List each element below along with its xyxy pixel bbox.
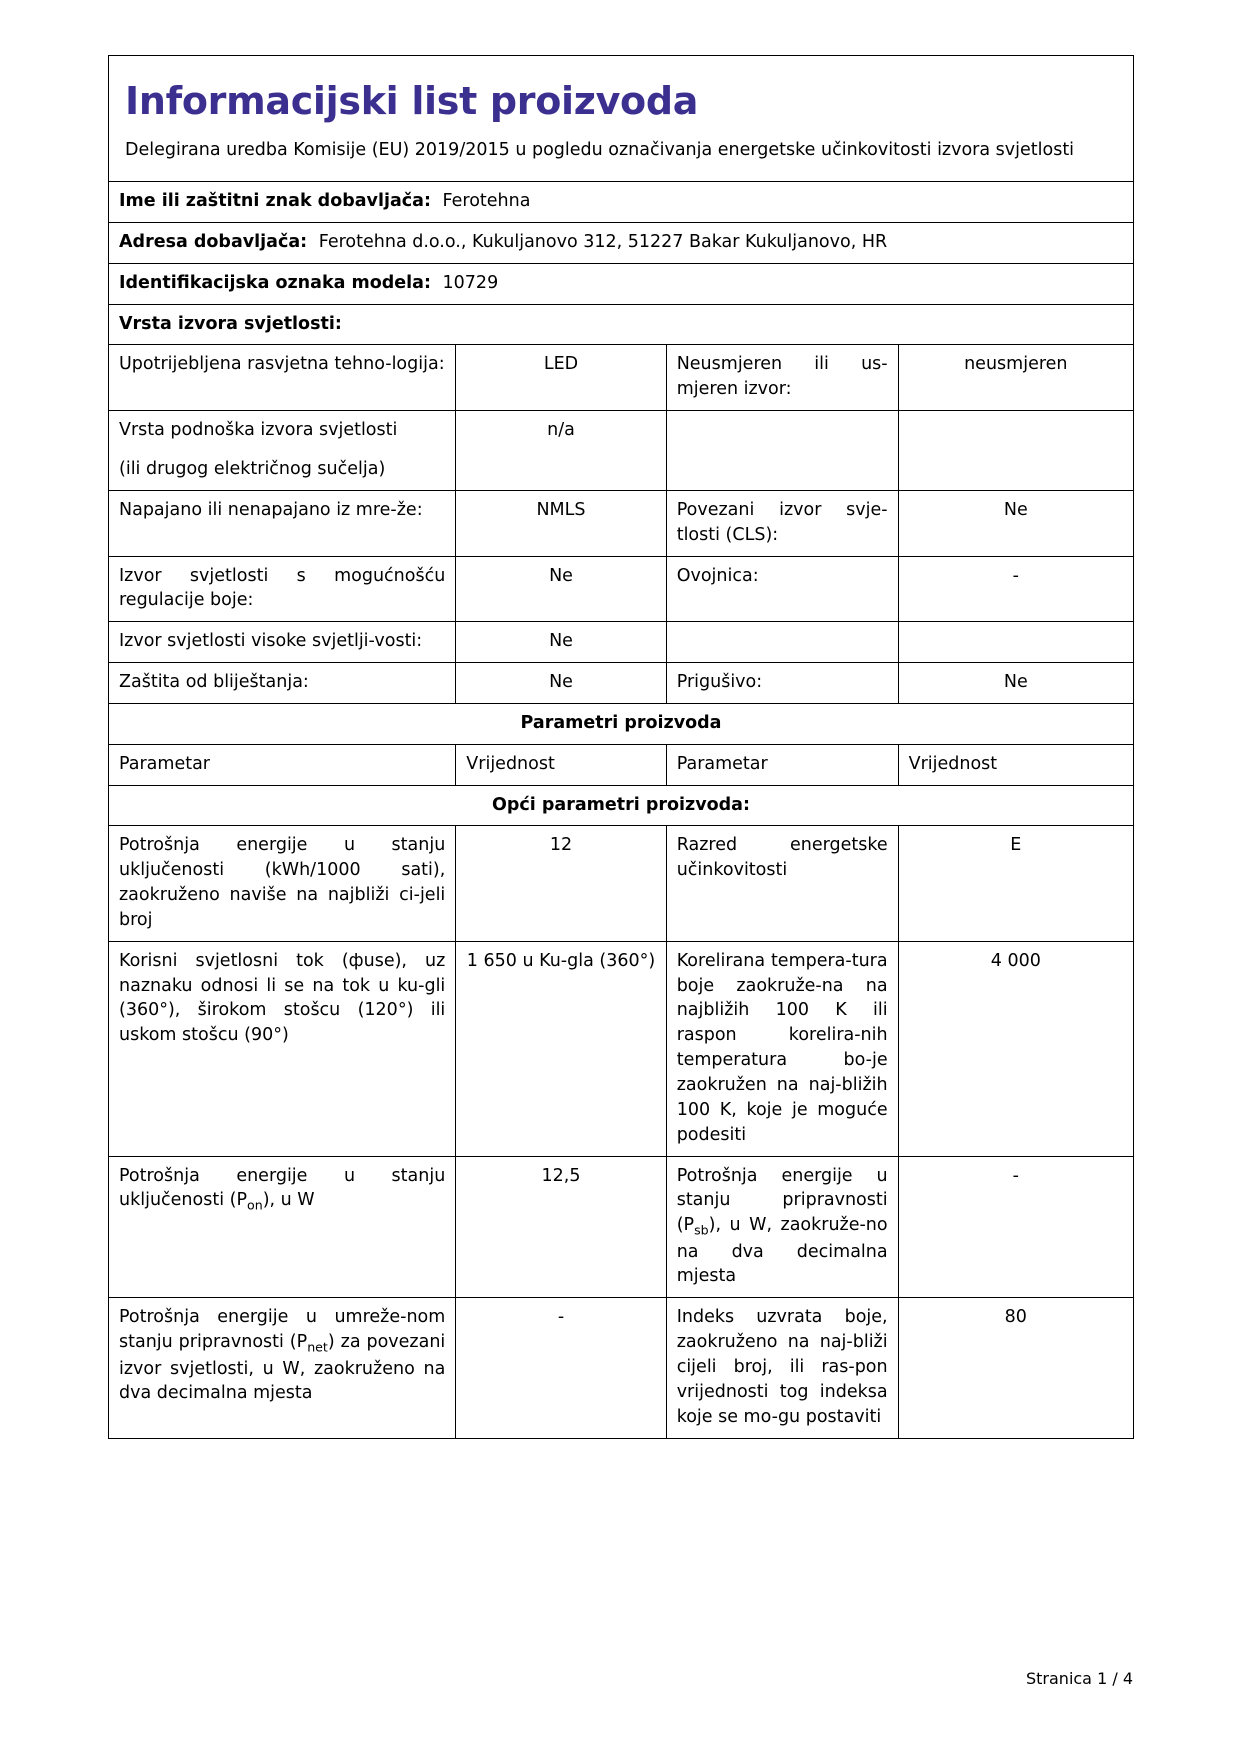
- cell-label-pnet: Potrošnja energije u umreže-nom stanju pripravnosti $(P_{net})$ za povezani izvor svjetlosti, u W, zaokruženo na dva decimalna mjesta: [109, 1298, 456, 1438]
- cell-label-mains: Napajano ili nenapajano iz mre-že:: [109, 490, 456, 556]
- cell-label-envelope: Ovojnica:: [666, 556, 898, 622]
- product-information-sheet: [108, 55, 1134, 1439]
- cell-label-cap-type-line1: Vrsta podnoška izvora svjetlosti: [119, 420, 398, 441]
- cell-label-high-luminance: Izvor svjetlosti visoke svjetlji-vosti:: [109, 622, 456, 663]
- supplier-name-value: Ferotehna: [442, 191, 531, 212]
- table-row: [109, 1298, 1134, 1438]
- table-row-model: [109, 263, 1134, 304]
- table-row: [109, 556, 1134, 622]
- cell-value-luminous-flux: 1 650 u Ku-gla (360°): [456, 941, 666, 1156]
- column-header-parameter-2: Parametar: [666, 744, 898, 785]
- cell-label-luminous-flux: Korisni svjetlosni tok (фuse), uz naznaku odnosi li se na tok u ku-gli (360°), širokom stošcu (120°) ili uskom stošcu (90°): [109, 941, 456, 1156]
- model-cell: [109, 263, 1134, 304]
- supplier-address-value: Ferotehna d.o.o., Kukuljanovo 312, 51227 Bakar Kukuljanovo, HR: [318, 231, 888, 252]
- table-row: [109, 941, 1134, 1156]
- cell-value-cap-type: n/a: [456, 411, 666, 491]
- cell-label-technology: Upotrijebljena rasvjetna tehno-logija:: [109, 345, 456, 411]
- model-value: 10729: [442, 272, 499, 293]
- page-title: Informacijski list proizvoda: [125, 79, 699, 123]
- cell-label-cap-type-line2: (ili drugog električnog sučelja): [119, 458, 386, 479]
- cell-value-pon: 12,5: [456, 1156, 666, 1298]
- cell-label-cri: Indeks uzvrata boje, zaokruženo na naj-bliži cijeli broj, ili ras-pon vrijednosti tog indeksa koje se mo-gu postaviti: [666, 1298, 898, 1438]
- cell-label-directional: Neusmjeren ili us-mjeren izvor:: [666, 345, 898, 411]
- cell-value-cls: Ne: [898, 490, 1133, 556]
- cell-value-energy-consumption: 12: [456, 826, 666, 941]
- cell-label-empty-1: [666, 411, 898, 491]
- table-row: [109, 826, 1134, 941]
- cell-label-psb: Potrošnja energije u stanju pripravnosti $(P_{sb})$, u W, zaokruže-no na dva decimalna mjesta: [666, 1156, 898, 1298]
- table-row: [109, 1156, 1134, 1298]
- cell-value-mains: NMLS: [456, 490, 666, 556]
- column-header-value-2: Vrijednost: [898, 744, 1133, 785]
- table-row-header: [109, 56, 1134, 182]
- column-header-value-1: Vrijednost: [456, 744, 666, 785]
- cell-value-dimmable: Ne: [898, 663, 1133, 704]
- table-row-column-headers: [109, 744, 1134, 785]
- source-type-heading: Vrsta izvora svjetlosti:: [119, 313, 342, 334]
- cell-value-psb: -: [898, 1156, 1133, 1298]
- cell-label-pon: Potrošnja energije u stanju uključenosti $(P_{on})$, u W: [109, 1156, 456, 1298]
- model-label: Identifikacijska oznaka modela:: [119, 272, 431, 293]
- product-parameters-heading: Parametri proizvoda: [109, 703, 1134, 744]
- cell-label-empty-2: [666, 622, 898, 663]
- cell-value-envelope: -: [898, 556, 1133, 622]
- cell-value-cct: 4 000: [898, 941, 1133, 1156]
- cell-value-cri: 80: [898, 1298, 1133, 1438]
- cell-value-pnet: -: [456, 1298, 666, 1438]
- cell-value-empty-1: [898, 411, 1133, 491]
- supplier-address-cell: [109, 222, 1134, 263]
- source-type-heading-cell: [109, 304, 1134, 345]
- cell-value-colour-tunable: Ne: [456, 556, 666, 622]
- cell-label-colour-tunable: Izvor svjetlosti s mogućnošću regulacije boje:: [109, 556, 456, 622]
- cell-label-cap-type: [109, 411, 456, 491]
- cell-value-directional: neusmjeren: [898, 345, 1133, 411]
- supplier-name-cell: [109, 182, 1134, 223]
- cell-label-energy-class: Razred energetske učinkovitosti: [666, 826, 898, 941]
- table-row: [109, 622, 1134, 663]
- table-row-source-type-heading: [109, 304, 1134, 345]
- table-row-product-parameters-heading: [109, 703, 1134, 744]
- table-row: [109, 345, 1134, 411]
- table-row-supplier-name: [109, 182, 1134, 223]
- table-row: [109, 490, 1134, 556]
- cell-label-anti-glare: Zaštita od bliještanja:: [109, 663, 456, 704]
- table-row-supplier-address: [109, 222, 1134, 263]
- cell-value-energy-class: E: [898, 826, 1133, 941]
- document-header-cell: [109, 56, 1134, 182]
- general-parameters-heading: Opći parametri proizvoda:: [109, 785, 1134, 826]
- cell-label-dimmable: Prigušivo:: [666, 663, 898, 704]
- column-header-parameter-1: Parametar: [109, 744, 456, 785]
- page-footer: Stranica 1 / 4: [1025, 1669, 1133, 1688]
- cell-value-empty-2: [898, 622, 1133, 663]
- cell-value-high-luminance: Ne: [456, 622, 666, 663]
- cell-value-technology: LED: [456, 345, 666, 411]
- supplier-address-label: Adresa dobavljača:: [119, 231, 308, 252]
- table-row-general-parameters-heading: [109, 785, 1134, 826]
- cell-label-cls: Povezani izvor svje-tlosti (CLS):: [666, 490, 898, 556]
- table-row: [109, 411, 1134, 491]
- cell-value-anti-glare: Ne: [456, 663, 666, 704]
- supplier-name-label: Ime ili zaštitni znak dobavljača:: [119, 191, 431, 212]
- regulation-subtitle: Delegirana uredba Komisije (EU) 2019/2015 u pogledu označivanja energetske učinkovitosti izvora svjetlosti: [125, 139, 1075, 160]
- table-row: [109, 663, 1134, 704]
- cell-label-energy-consumption: Potrošnja energije u stanju uključenosti (kWh/1000 sati), zaokruženo naviše na najbliži ci-jeli broj: [109, 826, 456, 941]
- cell-label-cct: Korelirana tempera-tura boje zaokruže-na na najbližih 100 K ili raspon korelira-nih temperatura bo-je zaokružen na naj-bližih 100 K, koje je moguće podesiti: [666, 941, 898, 1156]
